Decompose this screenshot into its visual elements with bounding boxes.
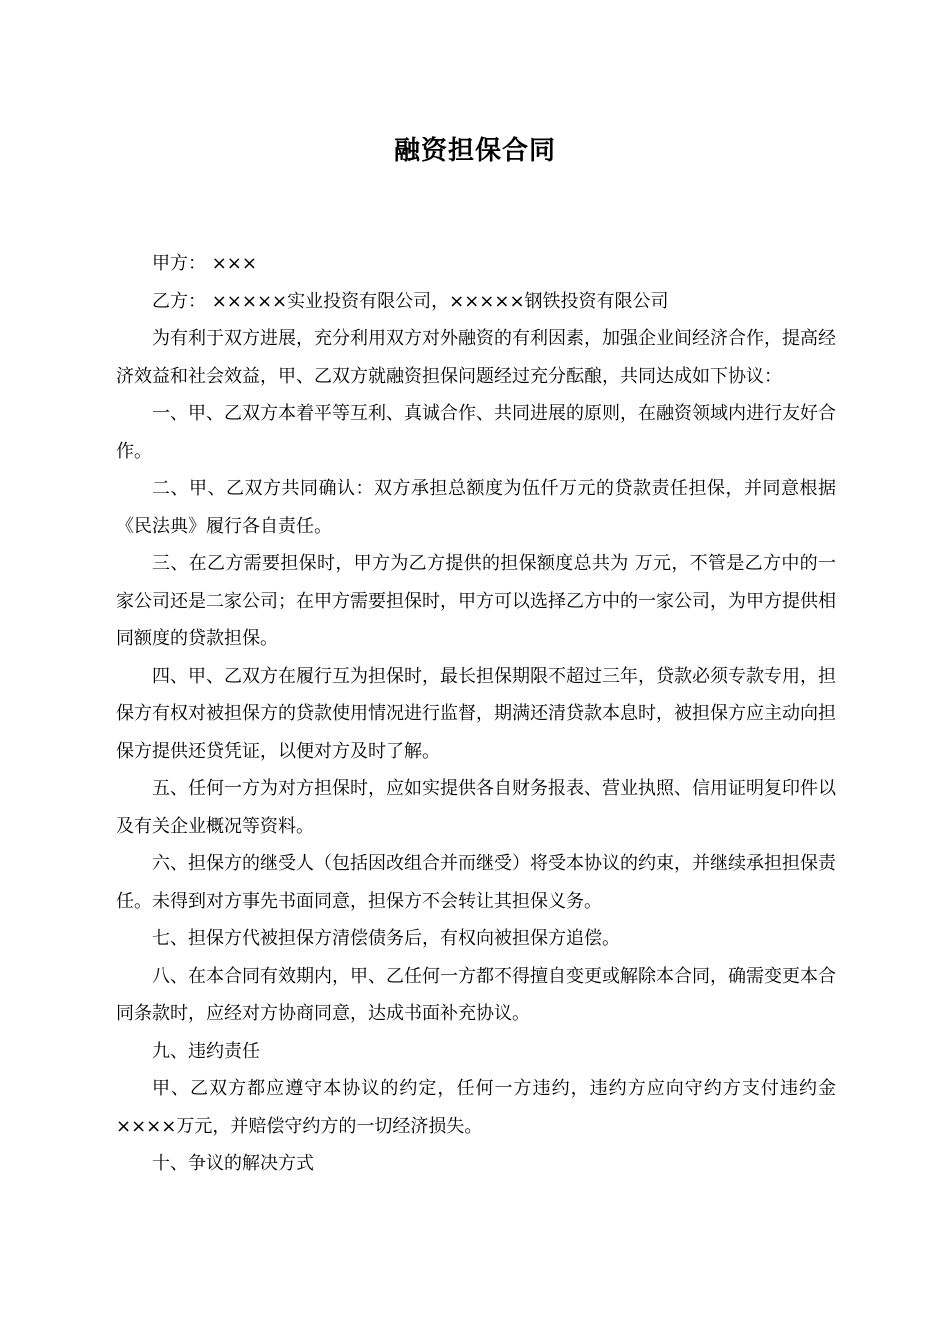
clause-1: 一、甲、乙双方本着平等互利、真诚合作、共同进展的原则，在融资领域内进行友好合作。	[116, 403, 836, 462]
clause-8: 八、在本合同有效期内，甲、乙任何一方都不得擅自变更或解除本合同，确需变更本合同条款时，应经对方协商同意，达成书面补充协议。	[116, 965, 836, 1024]
party-a-line: 甲方： ×××	[152, 253, 257, 274]
clause-6: 六、担保方的继受人（包括因改组合并而继受）将受本协议的约束，并继续承担担保责任。未得到对方事先书面同意，担保方不会转让其担保义务。	[116, 853, 836, 912]
document-title: 融资担保合同	[393, 136, 556, 166]
clause-7: 七、担保方代被担保方清偿债务后，有权向被担保方追偿。	[152, 928, 620, 949]
clause-2: 二、甲、乙双方共同确认：双方承担总额度为伍仟万元的贷款责任担保，并同意根据《民法典》履行各自责任。	[116, 478, 836, 537]
clause-9-body: 甲、乙双方都应遵守本协议的约定，任何一方违约，违约方应向守约方支付违约金××××万元，并赔偿守约方的一切经济损失。	[116, 1078, 836, 1137]
document-body	[116, 245, 836, 1183]
party-b-line: 乙方： ×××××实业投资有限公司，×××××钢铁投资有限公司	[152, 290, 669, 312]
clause-5: 五、任何一方为对方担保时，应如实提供各自财务报表、营业执照、信用证明复印件以及有关企业概况等资料。	[116, 778, 836, 837]
clause-4: 四、甲、乙双方在履行互为担保时，最长担保期限不超过三年，贷款必须专款专用，担保方有权对被担保方的贷款使用情况进行监督，期满还清贷款本息时，被担保方应主动向担保方提供还贷凭证，以便对方及时了解。	[116, 665, 836, 762]
clause-9-heading: 九、违约责任	[152, 1040, 260, 1062]
clause-10-heading: 十、争议的解决方式	[152, 1153, 314, 1174]
preamble-paragraph: 为有利于双方进展，充分利用双方对外融资的有利因素，加强企业间经济合作，提高经济效益和社会效益，甲、乙双方就融资担保问题经过充分酝酿，共同达成如下协议：	[116, 328, 836, 387]
clause-3: 三、在乙方需要担保时，甲方为乙方提供的担保额度总共为 万元，不管是乙方中的一家公司还是二家公司；在甲方需要担保时，甲方可以选择乙方中的一家公司，为甲方提供相同额度的贷款担保。	[116, 553, 836, 649]
